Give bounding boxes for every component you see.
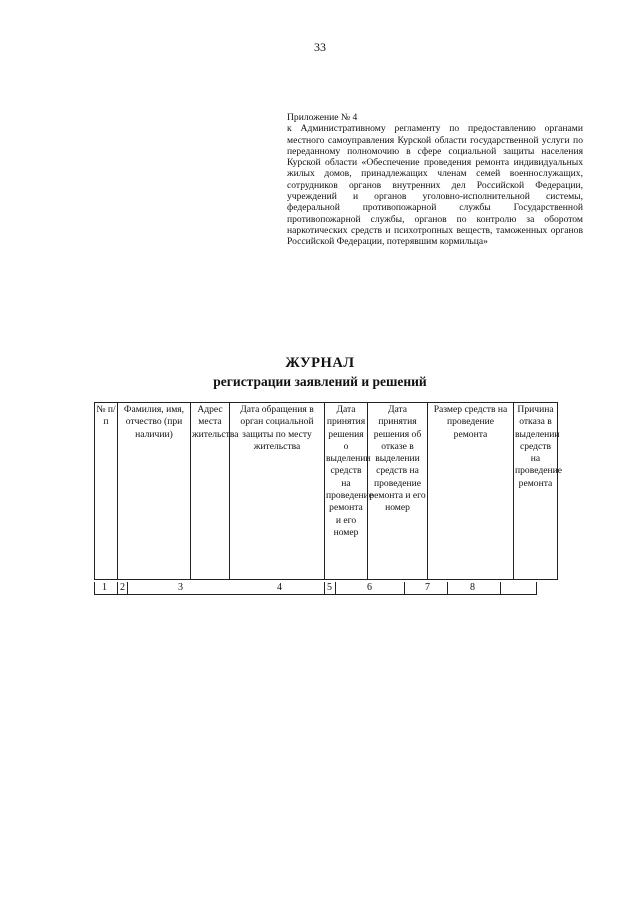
column-number-row xyxy=(94,582,537,595)
table-header-row xyxy=(95,403,558,580)
header-cell-allocation-decision: Дата принятия решения о выделении средств на проведение ремонта и его номер xyxy=(325,403,368,580)
header-cell-refusal-reason: Причина отказа в выделении средств на проведение ремонта xyxy=(514,403,558,580)
page-number: 33 xyxy=(314,40,326,54)
column-number: 5 xyxy=(327,582,332,593)
column-number: 1 xyxy=(102,582,107,593)
journal-title: ЖУРНАЛ xyxy=(285,355,355,371)
header-cell-amount: Размер средств на проведение ремонта xyxy=(428,403,514,580)
appendix-note xyxy=(287,112,583,248)
appendix-text: к Административному регламенту по предоставлению органами местного самоуправления Курской области государственной услуги по переданному полномочию в сфере социальной защиты населения Курской области «Обеспечение проведения ремонта индивидуальных жилых домов, принадлежащих членам семей военнослужащих, сотрудников органов внутренних дел Российской Федерации, учреждений и органов уголовно-исполнительной системы, федеральной противопожарной службы Государственной противопожарной службы, органов по контролю за оборотом наркотических средств и психотропных веществ, таможенных органов Российской Федерации, потерявшим кормильца» xyxy=(287,123,583,248)
journal-title-block xyxy=(0,355,640,390)
column-number: 3 xyxy=(178,582,183,593)
appendix-label: Приложение № 4 xyxy=(287,112,358,123)
header-cell-address: Адрес места жительства xyxy=(191,403,230,580)
column-number: 6 xyxy=(367,582,372,593)
header-cell-application-date: Дата обращения в орган социальной защиты по месту жительства xyxy=(230,403,325,580)
journal-table xyxy=(94,402,562,580)
header-cell-number: № п/п xyxy=(95,403,118,580)
column-number: 8 xyxy=(470,582,475,593)
column-number: 4 xyxy=(277,582,282,593)
header-cell-refusal-decision: Дата принятия решения об отказе в выделении средств на проведение ремонта и его номер xyxy=(368,403,428,580)
header-cell-full-name: Фамилия, имя, отчество (при наличии) xyxy=(118,403,191,580)
column-number: 7 xyxy=(425,582,430,593)
journal-subtitle: регистрации заявлений и решений xyxy=(213,374,427,389)
column-number: 2 xyxy=(120,582,125,593)
